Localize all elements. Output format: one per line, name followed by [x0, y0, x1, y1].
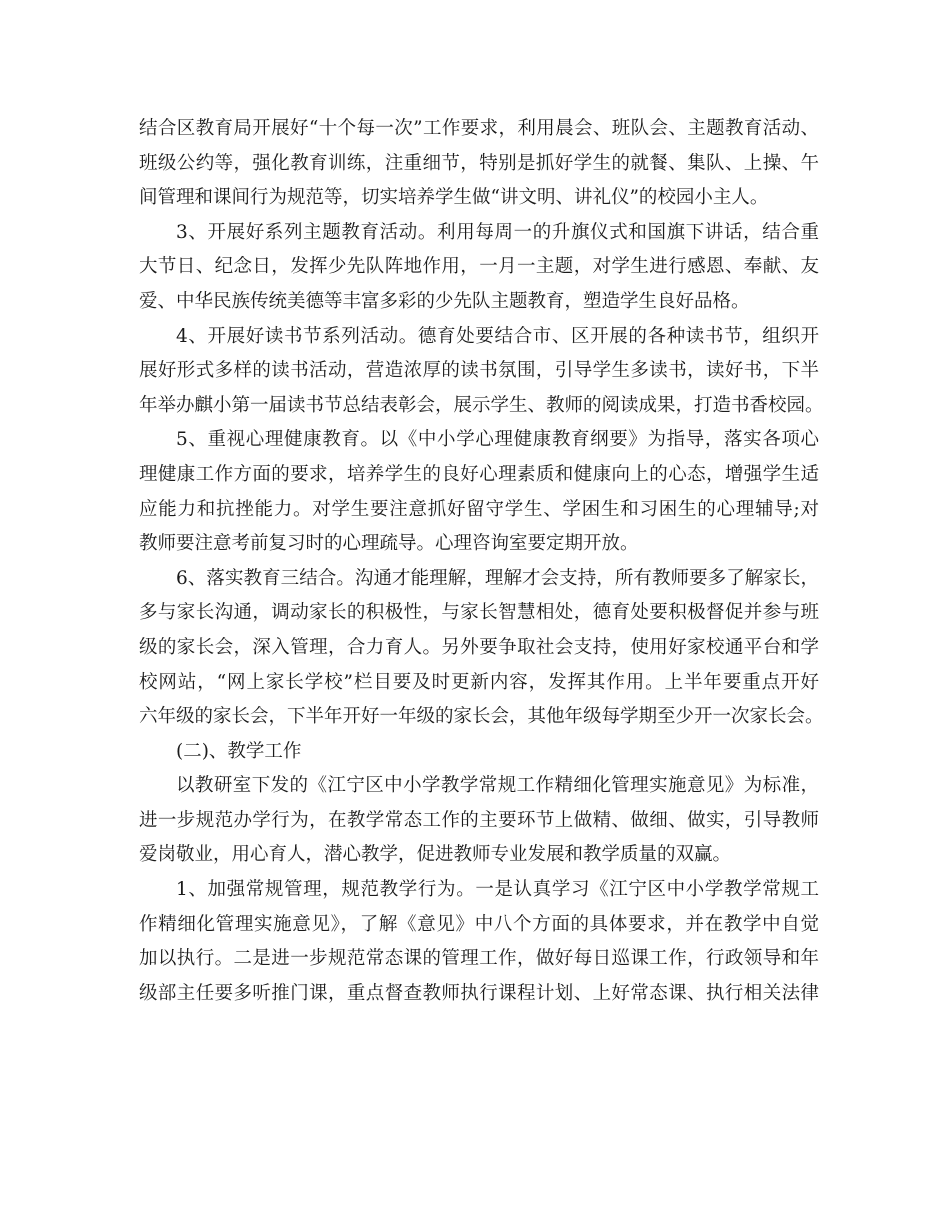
- paragraph-start-line: 5、重视心理健康教育。以《中小学心理健康教育纲要》为指导，落实各项心: [176, 429, 819, 451]
- text-line: 爱、中华民族传统美德等丰富多彩的少先队主题教育，塑造学生良好品格。: [139, 290, 750, 312]
- text-line: 进一步规范办学行为，在教学常态工作的主要环节上做精、做细、做实，引导教师: [139, 809, 819, 831]
- paragraph-start-line: 4、开展好读书节系列活动。德育处要结合市、区开展的各种读书节，组织开: [176, 325, 819, 347]
- text-line: 理健康工作方面的要求，培养学生的良好心理素质和健康向上的心态，增强学生适: [139, 463, 819, 485]
- text-line: 爱岗敬业，用心育人，潜心教学，促进教师专业发展和教学质量的双赢。: [139, 844, 732, 866]
- paragraph-start-line: 6、落实教育三结合。沟通才能理解，理解才会支持，所有教师要多了解家长，: [176, 567, 819, 589]
- paragraph-start-line: 1、加强常规管理，规范教学行为。一是认真学习《江宁区中小学教学常规工: [176, 879, 819, 901]
- text-line: 间管理和课间行为规范等，切实培养学生做“讲文明、讲礼仪”的校园小主人。: [139, 187, 769, 209]
- text-line: 作精细化管理实施意见》，了解《意见》中八个方面的具体要求，并在教学中自觉: [139, 913, 819, 935]
- text-line: 级的家长会，深入管理，合力育人。另外要争取社会支持，使用好家校通平台和学: [139, 636, 819, 658]
- text-line: 大节日、纪念日，发挥少先队阵地作用，一月一主题，对学生进行感恩、奉献、友: [139, 256, 819, 278]
- text-line: 教师要注意考前复习时的心理疏导。心理咨询室要定期开放。: [139, 533, 639, 555]
- text-line: 年举办麒小第一届读书节总结表彰会，展示学生、教师的阅读成果，打造书香校园。: [139, 394, 824, 416]
- text-line: 应能力和抗挫能力。对学生要注意抓好留守学生、学困生和习困生的心理辅导;对: [139, 498, 819, 520]
- text-line: 级部主任要多听推门课，重点督查教师执行课程计划、上好常态课、执行相关法律: [139, 982, 819, 1004]
- paragraph-start-line: 以教研室下发的《江宁区中小学教学常规工作精细化管理实施意见》为标准，: [176, 775, 819, 797]
- text-line: 结合区教育局开展好“十个每一次”工作要求，利用晨会、班队会、主题教育活动、: [139, 118, 819, 139]
- text-line: 展好形式多样的读书活动，营造浓厚的读书氛围，引导学生多读书，读好书，下半: [139, 360, 819, 382]
- section-heading: (二)、教学工作: [176, 740, 302, 762]
- text-line: 班级公约等，强化教育训练，注重细节，特别是抓好学生的就餐、集队、上操、午: [139, 152, 819, 174]
- text-line: 多与家长沟通，调动家长的积极性，与家长智慧相处，德育处要积极督促并参与班: [139, 602, 819, 624]
- document-body: [139, 112, 824, 1011]
- paragraph-start-line: 3、开展好系列主题教育活动。利用每周一的升旗仪式和国旗下讲话，结合重: [176, 221, 819, 243]
- text-line: 加以执行。二是进一步规范常态课的管理工作，做好每日巡课工作，行政领导和年: [139, 948, 819, 970]
- text-line: 六年级的家长会，下半年开好一年级的家长会，其他年级每学期至少开一次家长会。: [139, 706, 824, 728]
- text-line: 校网站，“网上家长学校”栏目要及时更新内容，发挥其作用。上半年要重点开好: [139, 671, 819, 693]
